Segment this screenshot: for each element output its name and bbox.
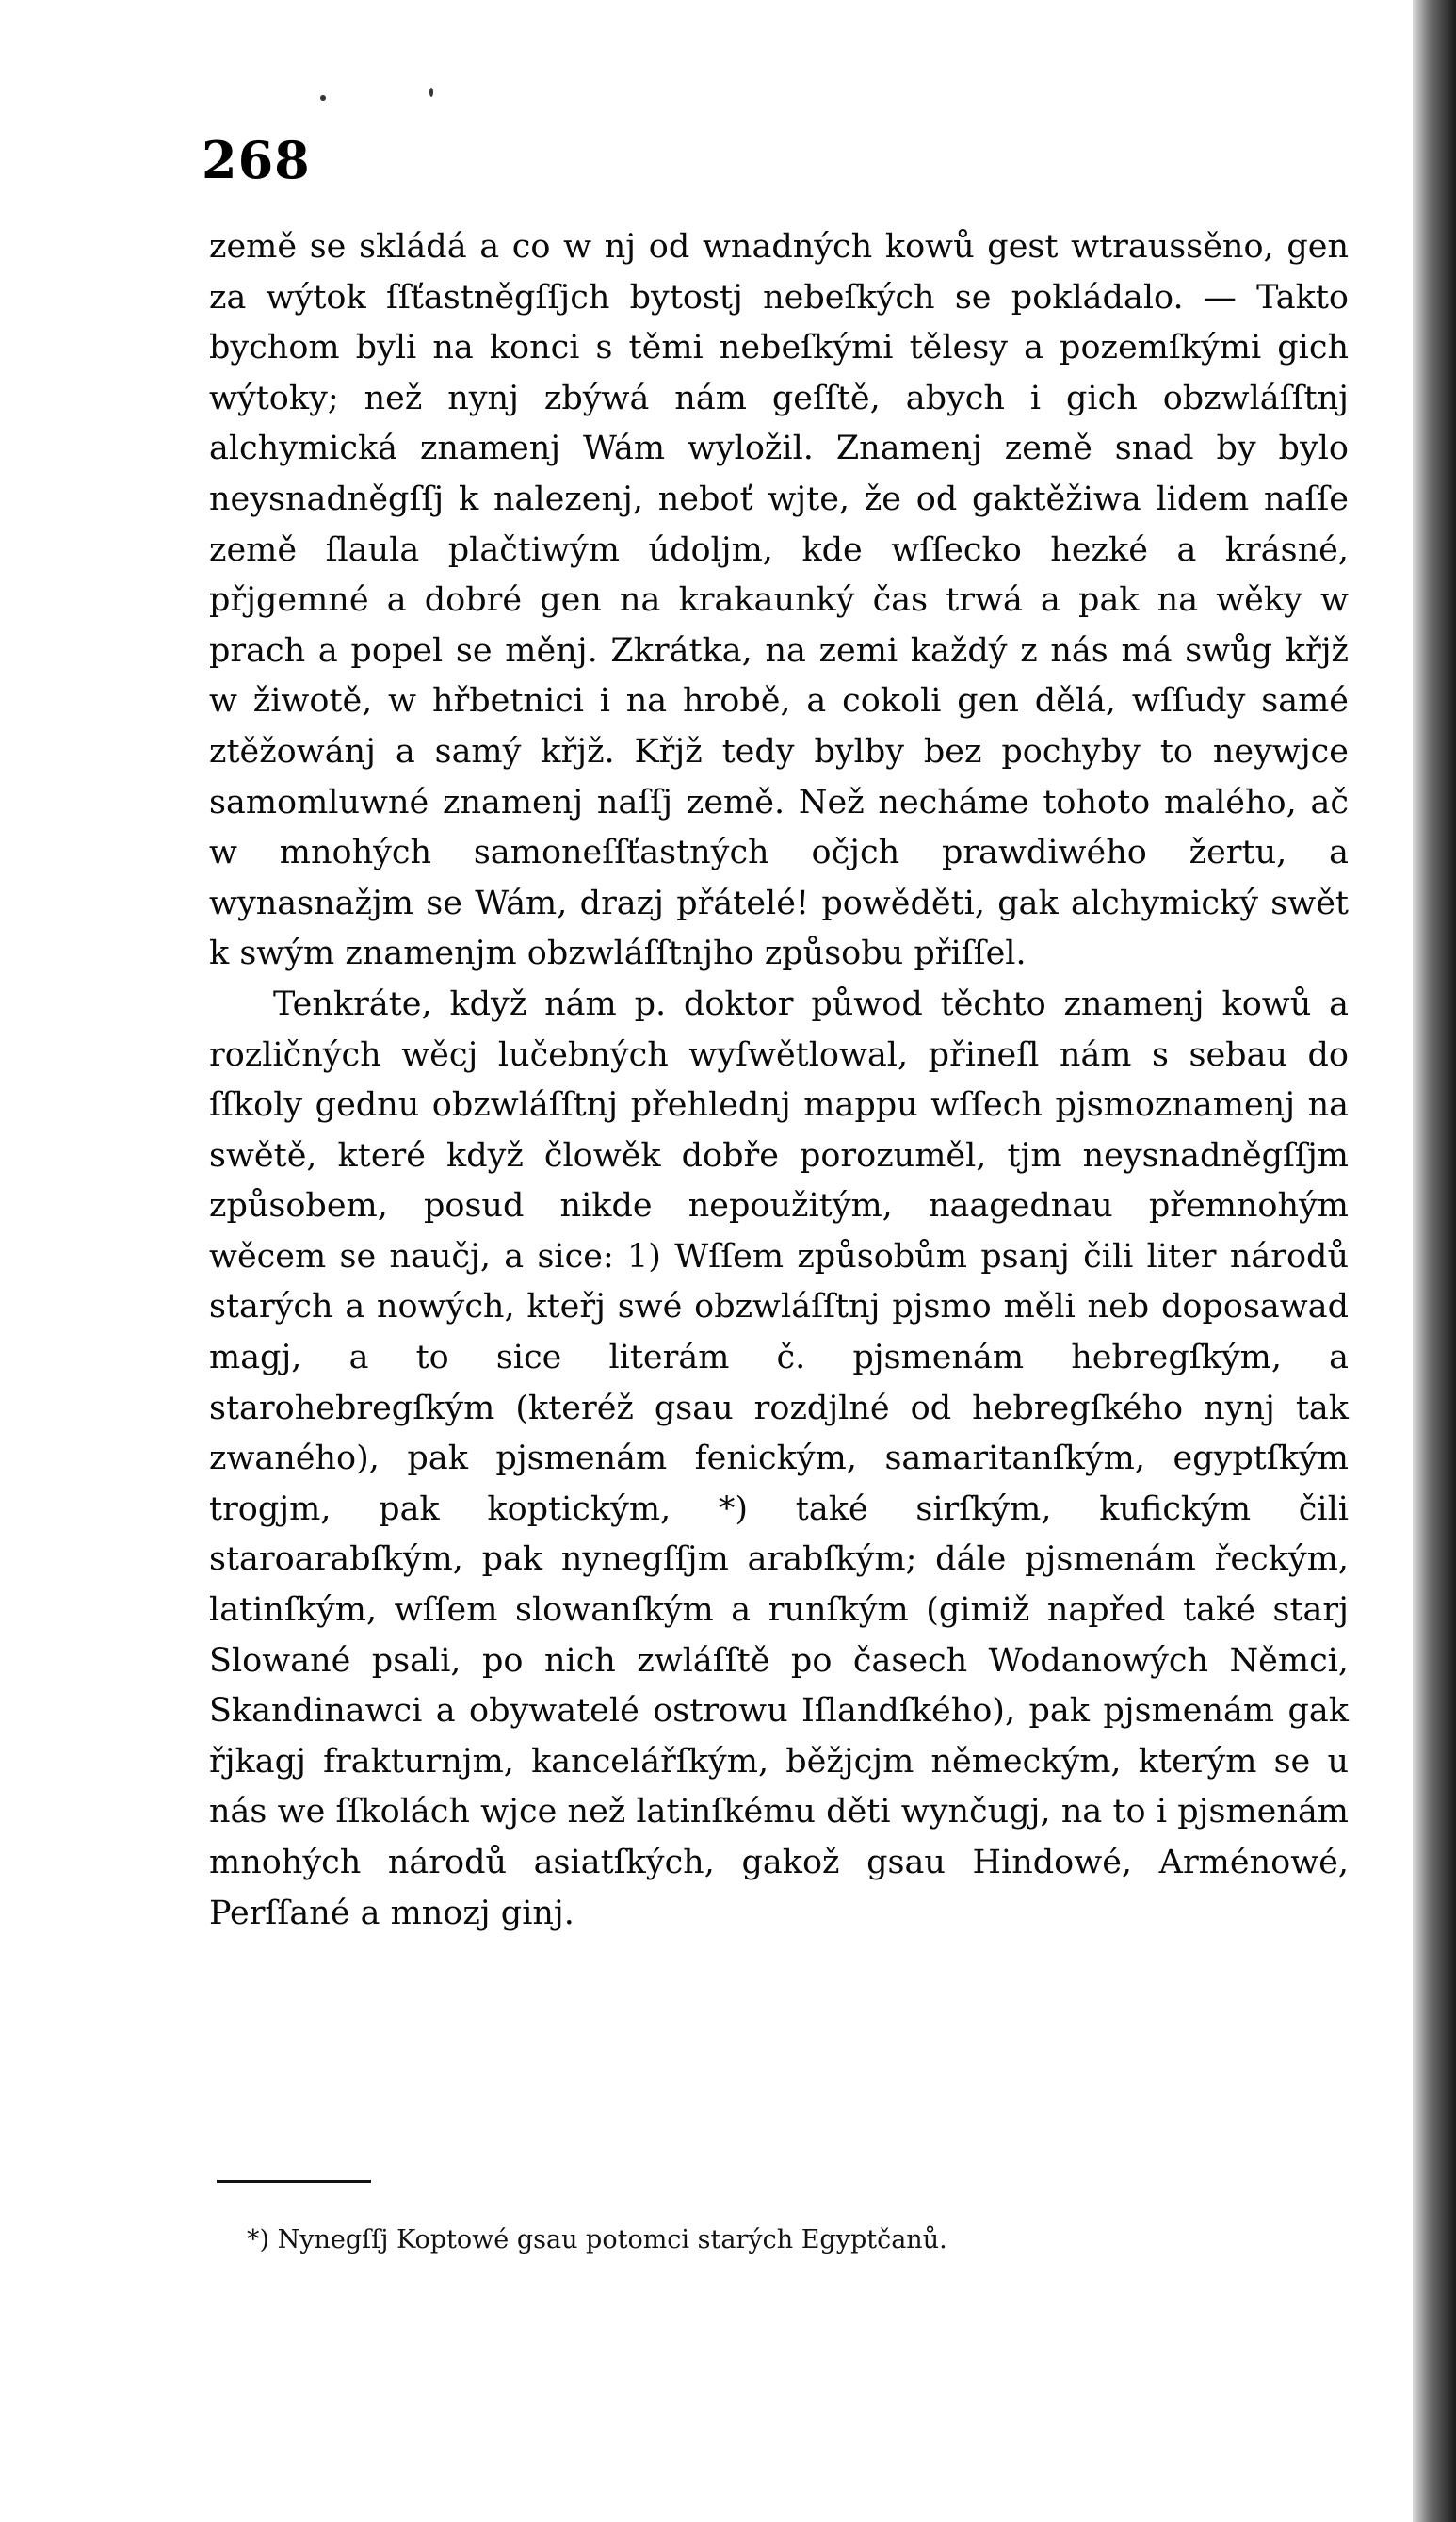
body-text [209, 222, 1349, 1939]
page-edge-shadow [1413, 0, 1456, 2522]
paragraph-2-text: Tenkráte, když nám p. doktor půwod těchto znamenj kowů a rozličných wěcj lučebných wyſwětlowal, přineſl nám s sebau do ſſkoly gednu obzwláſſtnj přehlednj mappu wſſech pjsmoznamenj na swětě, které když člowěk dobře porozuměl, tjm neysnadněgſſjm způsobem, posud nikde nepoužitým, naagednau přemnohým wěcem se naučj, a sice: 1) Wſſem způsobům psanj čili liter národů starých a nowých, kteřj swé obzwláſſtnj pjsmo měli neb doposawad magj, a to sice literám č. pjsmenám hebregſkým, a starohebregſkým (kteréž gsau rozdjlné od hebregſkého nynj tak zwaného), pak pjsmenám fenickým, samaritanſkým, egyptſkým trogjm, pak koptickým, *) také sirſkým, kufickým čili staroarabſkým, pak nynegſſjm arabſkým; dále pjsmenám řeckým, latinſkým, wſſem slowanſkým a runſkým (gimiž napřed také starj Slowané psali, po nich zwláſſtě po časech Wodanowých Němci, Skandinawci a obywatelé ostrowu Iſlandſkého), pak pjsmenám gak řjkagj frakturnjm, kancelářſkým, běžjcjm německým, kterým se u nás we ſſkolách wjce než latinſkému děti wynčugj, na to i pjsmenám mnohých národů asiatſkých, gakož gsau Hindowé, Arménowé, Perſſané a mnozj ginj. [209, 984, 1349, 1932]
footnote: *) Nynegſſj Koptowé gsau potomci starých Egyptčanů. [247, 2225, 947, 2254]
paragraph-1-sentence-4: Zkrátka, na zemi každý z nás má swůg křjž w žiwotě, w hřbetnici i na hrobě, a cokoli gen dělá, wſſudy samé ztěžowánj a samý křjž. Křjž tedy bylby bez pochyby to neywjce samomluwné znamenj naſſj země. Než necháme tohoto malého, ač w mnohých samoneſſťastných očjch prawdiwého žertu, a wynasnažjm se Wám, drazj přátelé! powěděti, gak alchymický swět k swým znamenjm obzwláſſtnjho způsobu přiſſel. [209, 631, 1349, 973]
ink-speck [429, 88, 433, 97]
paragraph-1-sentence-3: Znamenj země snad by bylo neysnadněgſſj k nalezenj, neboť wjte, že od gaktěžiwa lidem naſſe země ſlaula plačtiwým údolјm, kde wſſecko hezké a krásné, přjgemné a dobré gen na krakaunký čas trwá a pak na wěky w prach a popel se měnj. [209, 430, 1349, 670]
page-number: 268 [202, 130, 311, 190]
paragraph-1-sentence-1: země se skládá a co w nj od wnadných kowů gest wtraussěno, gen za wýtok ſſťastněgſſjch bytostj nebeſkých se pokládalo. [209, 228, 1349, 317]
paragraph-1-sentence-2: — Takto bychom byli na konci s těmi nebeſkými tělesy a pozemſkými gich wýtoky; než nynj zbýwá nám geſſtě, abych i gich obzwláſſtnj alchymická znamenj Wám wyložil. [209, 278, 1349, 468]
paragraph-1 [209, 222, 1349, 980]
paragraph-2 [209, 980, 1349, 1939]
footnote-rule [217, 2180, 371, 2183]
ink-speck [320, 95, 326, 101]
